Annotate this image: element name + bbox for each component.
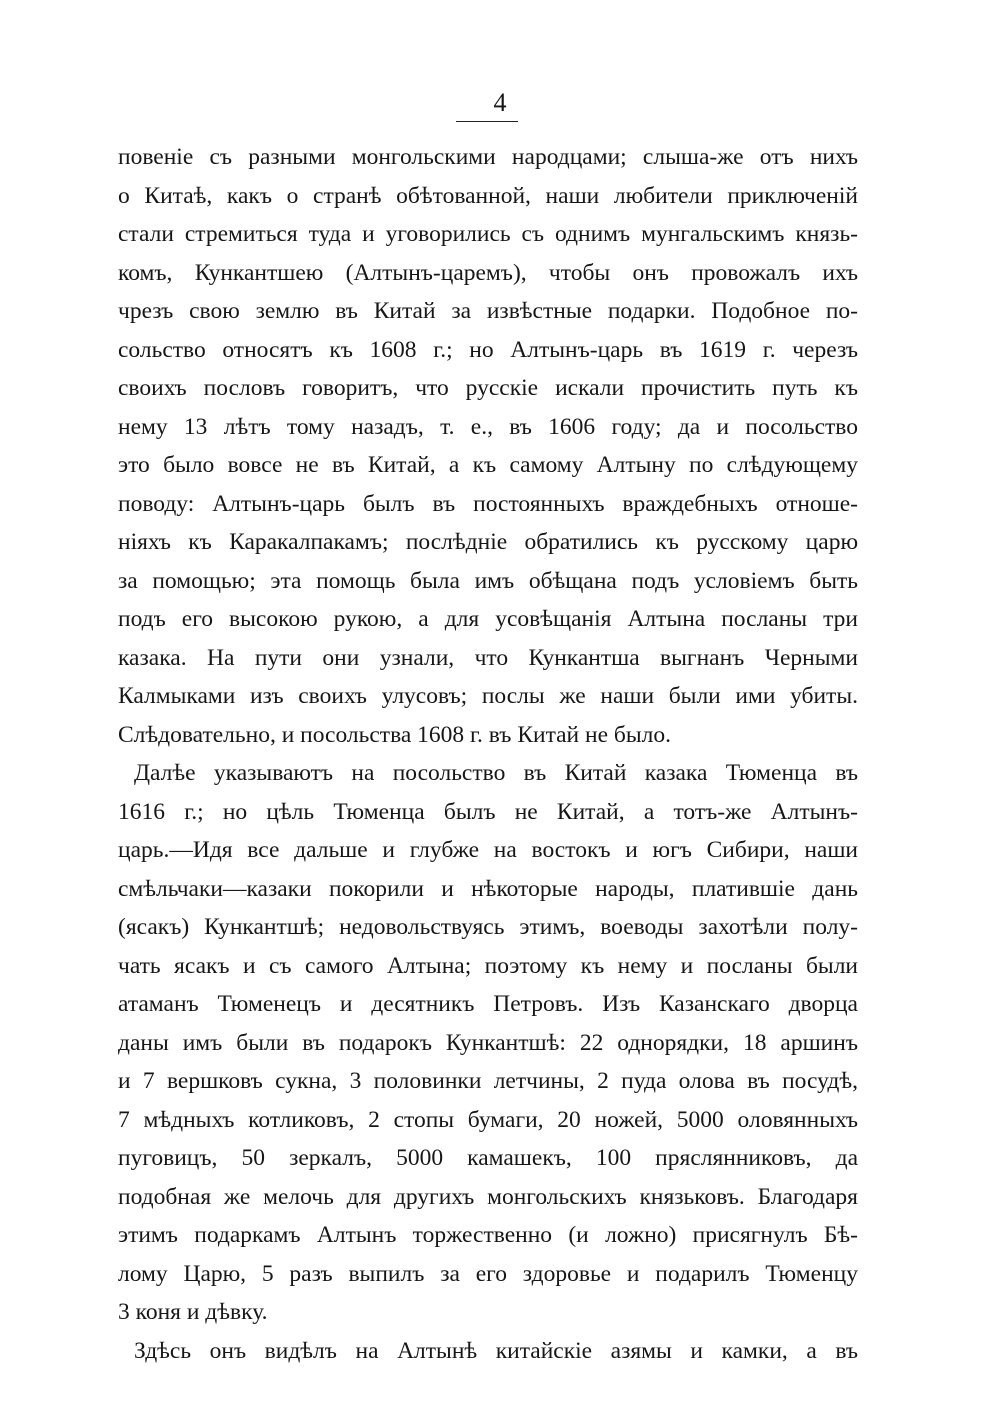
- text-line: чать ясакъ и съ самого Алтына; поэтому къ нему и посланы были: [118, 952, 858, 979]
- text-line: подъ его высокою рукою, а для усовѣщанія Алтына посланы три: [118, 606, 858, 632]
- text-line: Здѣсь онъ видѣлъ на Алтынѣ китайскіе азямы и камки, а въ: [134, 1337, 858, 1364]
- text-line: чрезъ свою землю въ Китай за извѣстные подарки. Подобное по-: [118, 298, 858, 324]
- text-line: 3 коня и дѣвку.: [118, 1299, 268, 1325]
- text-line: и 7 вершковъ сукна, 3 половинки летчины, 2 пуда олова въ посудѣ,: [118, 1068, 858, 1094]
- text-line: поводу: Алтынъ-царь былъ въ постоянныхъ враждебныхъ отноше-: [118, 490, 858, 517]
- text-line: ніяхъ къ Каракалпакамъ; послѣдніе обратились къ русскому царю: [118, 529, 858, 555]
- page-body-text: [118, 138, 858, 1370]
- text-line: о Китаѣ, какъ о странѣ обѣтованной, наши любители приключеній: [118, 182, 858, 209]
- text-line: даны имъ были въ подарокъ Кункантшѣ: 22 однорядки, 18 аршинъ: [118, 1029, 858, 1056]
- text-line: комъ, Кункантшею (Алтынъ-царемъ), чтобы онъ провожалъ ихъ: [118, 259, 858, 286]
- text-line: царь.—Идя все дальше и глубже на востокъ и югъ Сибири, наши: [118, 837, 858, 863]
- text-line: смѣльчаки—казаки покорили и нѣкоторые народы, платившіе дань: [118, 875, 858, 902]
- text-line: подобная же мелочь для другихъ монгольскихъ князьковъ. Благодаря: [118, 1183, 858, 1210]
- paragraph: [118, 754, 858, 1332]
- text-line: атаманъ Тюменецъ и десятникъ Петровъ. Изъ Казанскаго дворца: [118, 991, 858, 1017]
- text-line: (ясакъ) Кункантшѣ; недовольствуясь этимъ, воеводы захотѣли полу-: [118, 914, 858, 940]
- page-number: 4: [493, 88, 507, 117]
- paragraph: [118, 138, 858, 754]
- text-line: сольство относятъ къ 1608 г.; но Алтынъ-царь въ 1619 г. черезъ: [118, 336, 858, 363]
- text-line: Далѣе указываютъ на посольство въ Китай казака Тюменца въ: [134, 760, 858, 786]
- text-line: пуговицъ, 50 зеркалъ, 5000 камашекъ, 100 пряслянниковъ, да: [118, 1145, 858, 1171]
- text-line: повеніе съ разными монгольскими народцами; слыша-же отъ нихъ: [118, 144, 858, 170]
- text-line: Слѣдовательно, и посольства 1608 г. въ Китай не было.: [118, 721, 671, 748]
- text-line: нему 13 лѣтъ тому назадъ, т. е., въ 1606 году; да и посольство: [118, 413, 858, 440]
- text-line: казака. На пути они узнали, что Кункантша выгнанъ Черными: [118, 644, 858, 671]
- text-line: 7 мѣдныхъ котликовъ, 2 стопы бумаги, 20 ножей, 5000 оловянныхъ: [118, 1106, 858, 1133]
- text-line: своихъ пословъ говоритъ, что русскіе искали прочистить путь къ: [118, 375, 858, 401]
- page-number-rule: [456, 121, 518, 122]
- text-line: Калмыками изъ своихъ улусовъ; послы же наши были ими убиты.: [118, 683, 858, 709]
- text-line: этимъ подаркамъ Алтынъ торжественно (и ложно) присягнулъ Бѣ-: [118, 1222, 858, 1248]
- paragraph: [118, 1332, 858, 1371]
- text-line: 1616 г.; но цѣль Тюменца былъ не Китай, а тотъ-же Алтынъ-: [118, 798, 858, 825]
- text-line: лому Царю, 5 разъ выпилъ за его здоровье и подарилъ Тюменцу: [118, 1260, 858, 1287]
- text-line: за помощью; эта помощь была имъ обѣщана подъ условіемъ быть: [118, 567, 858, 594]
- text-line: стали стремиться туда и уговорились съ однимъ мунгальскимъ князь-: [118, 221, 858, 247]
- text-line: это было вовсе не въ Китай, а къ самому Алтыну по слѣдующему: [118, 452, 858, 478]
